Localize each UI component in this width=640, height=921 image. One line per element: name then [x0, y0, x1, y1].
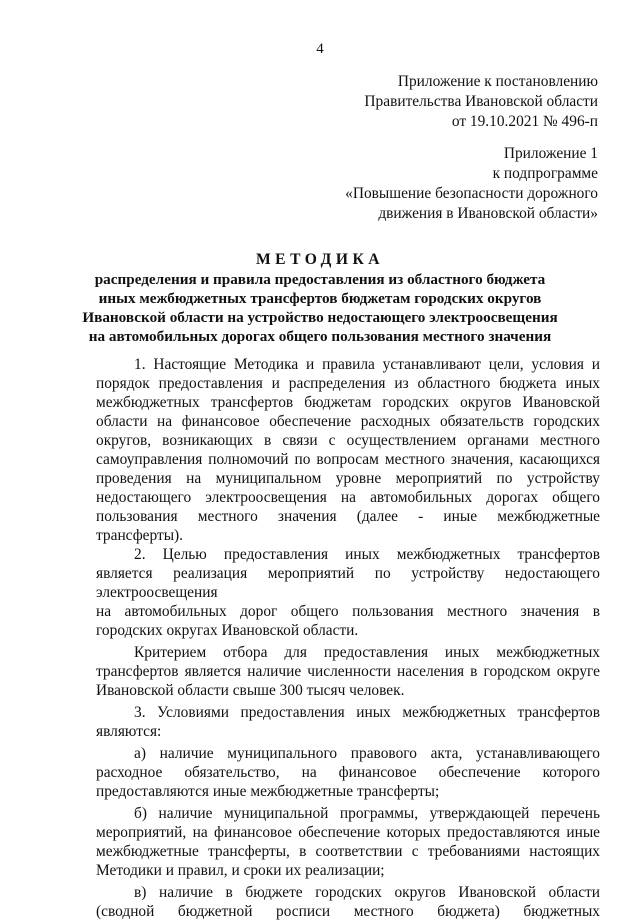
appendix-line: движения в Ивановской области»: [378, 205, 598, 222]
body-line: Критерием отбора для предоставления иных межбюджетных: [134, 644, 600, 661]
appendix-line: «Повышение безопасности дорожного: [345, 185, 598, 202]
body-line: самоуправления полномочий по вопросам местного значения, касающихся: [96, 451, 600, 468]
body-line: 1. Настоящие Методика и правила устанавливают цели, условия и: [134, 356, 600, 373]
body-line: в) наличие в бюджете городских округов Ивановской области: [134, 884, 600, 901]
appendix-line: Приложение 1: [503, 145, 598, 162]
body-line: трансферты).: [96, 527, 184, 544]
document-title: МЕТОДИКА: [255, 251, 385, 268]
body-line: трансфертов является наличие численности населения в городском округе: [96, 663, 600, 680]
body-line: городских округах Ивановской области.: [96, 622, 359, 639]
body-line: порядок предоставления и распределения из областного бюджета иных: [96, 375, 600, 392]
subtitle-line: иных межбюджетных трансфертов бюджетам городских округов: [98, 290, 542, 307]
body-line: недостающего электроосвещения на автомобильных дорогах общего: [96, 489, 600, 506]
body-line: расходное обязательство, на финансовое обеспечение которого: [96, 764, 600, 781]
subtitle-line: на автомобильных дорогах общего пользования местного значения: [88, 328, 552, 345]
body-line: является реализация мероприятий по устройству недостающего: [96, 565, 600, 582]
document-title-block: [40, 250, 600, 346]
appendix-header-resolution: [364, 72, 598, 132]
appendix-header-subprogram: [345, 144, 598, 224]
subtitle-line: Ивановской области на устройство недостающего электроосвещения: [82, 309, 558, 326]
body-line: являются:: [96, 723, 162, 740]
subtitle-line: распределения и правила предоставления из областного бюджета: [94, 271, 546, 288]
appendix-line: к подпрограмме: [492, 165, 598, 182]
body-line: на автомобильных дорог общего пользования местного значения в: [96, 603, 600, 620]
body-line: межбюджетных трансфертов бюджетам городских округов Ивановской: [96, 394, 600, 411]
body-line: мероприятий, на финансовое обеспечение которых предоставляются иные: [96, 824, 600, 841]
body-line: а) наличие муниципального правового акта, устанавливающего: [134, 745, 600, 762]
document-subtitle: [40, 270, 600, 346]
body-line: области на финансовое обеспечение расходных обязательств городских: [96, 413, 600, 430]
body-line: 2. Целью предоставления иных межбюджетных трансфертов: [134, 546, 600, 563]
body-line: пользования местного значения (далее - иные межбюджетные: [96, 508, 600, 525]
appendix-line: Приложение к постановлению: [397, 73, 598, 90]
body-line: Методики и правил, и сроки их реализации;: [96, 862, 385, 879]
appendix-line: от 19.10.2021 № 496-п: [451, 113, 598, 130]
body-line: б) наличие муниципальной программы, утверждающей перечень: [134, 805, 600, 822]
body-line: Ивановской области свыше 300 тысяч человек.: [96, 682, 405, 699]
body-line: проведения на муниципальном уровне мероприятий по устройству: [96, 470, 600, 487]
body-line: электроосвещения: [96, 584, 218, 601]
body-line: (сводной бюджетной росписи местного бюджета) бюджетных: [96, 903, 600, 920]
body-line: предоставляются иные межбюджетные трансферты;: [96, 783, 440, 800]
body-line: межбюджетные трансферты, в соответствии с требованиями настоящих: [96, 843, 600, 860]
body-line: 3. Условиями предоставления иных межбюджетных трансфертов: [134, 704, 600, 721]
body-line: округов, возникающих в связи с осуществлением органами местного: [96, 432, 600, 449]
appendix-line: Правительства Ивановской области: [364, 93, 598, 110]
document-body: [96, 355, 600, 921]
page-number: 4: [316, 41, 324, 57]
